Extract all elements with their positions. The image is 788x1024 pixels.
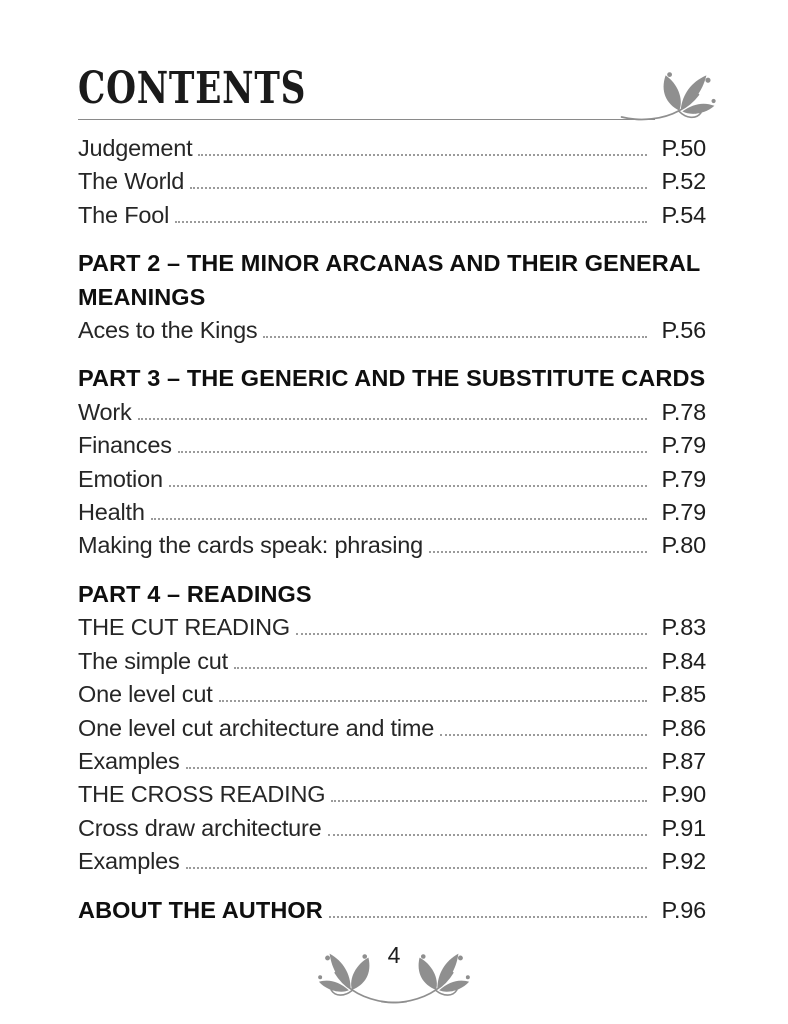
toc-entry-page: P.50 — [661, 135, 706, 161]
toc-section-part1-end — [78, 132, 706, 232]
leaf-flourish-icon — [620, 64, 716, 130]
toc-entry-label: Judgement — [78, 135, 193, 161]
section-heading-part4: PART 4 – READINGS — [78, 580, 312, 607]
dot-leader — [138, 415, 647, 420]
toc-entry-page: P.79 — [661, 465, 706, 492]
folio-page-number: 4 — [387, 942, 401, 968]
page-title: CONTENTS — [78, 63, 307, 114]
toc-entry-page: P.87 — [661, 747, 706, 774]
dot-leader — [198, 151, 647, 156]
toc-entry-label: Examples — [78, 848, 180, 875]
toc-entry-page: P.91 — [661, 814, 706, 841]
dot-leader — [440, 731, 647, 736]
toc-entry-label: Cross draw architecture — [78, 814, 322, 841]
table-of-contents — [78, 132, 706, 927]
section-heading-part2: PART 2 – THE MINOR ARCANAS AND THEIR GENERAL MEANINGS — [78, 250, 700, 310]
toc-entry — [78, 314, 706, 347]
toc-entry-label: THE CROSS READING — [78, 781, 326, 808]
toc-entry — [78, 845, 706, 878]
toc-entry-page: P.54 — [661, 201, 706, 228]
toc-entry — [78, 199, 706, 232]
dot-leader — [151, 515, 647, 520]
toc-entry-page: P.79 — [661, 432, 706, 459]
toc-entry-page: P.85 — [661, 681, 706, 708]
toc-entry — [78, 812, 706, 845]
toc-entry-page: P.96 — [661, 896, 706, 923]
toc-entry-label: Emotion — [78, 465, 163, 492]
toc-entry-label: One level cut — [78, 681, 213, 708]
toc-entry-label: The World — [78, 168, 185, 195]
toc-entry-label: The simple cut — [78, 647, 229, 674]
toc-entry — [78, 165, 706, 198]
dot-leader — [331, 797, 647, 802]
toc-entry-page: P.56 — [661, 317, 706, 344]
toc-entry-page: P.78 — [661, 398, 706, 425]
toc-entry-label: Work — [78, 398, 132, 425]
toc-entry-label: Finances — [78, 432, 172, 459]
toc-entry-page: P.92 — [661, 848, 706, 875]
toc-entry-page: P.52 — [661, 168, 706, 195]
toc-entry-label: Making the cards speak: phrasing — [78, 532, 423, 559]
toc-section-part3 — [78, 362, 706, 562]
toc-entry — [78, 712, 706, 745]
toc-entry-page: P.80 — [661, 532, 706, 559]
page-footer — [0, 940, 788, 1012]
toc-entry — [78, 678, 706, 711]
toc-entry — [78, 132, 706, 165]
dot-leader — [178, 448, 647, 453]
toc-entry — [78, 496, 706, 529]
toc-entry — [78, 778, 706, 811]
dot-leader — [169, 482, 647, 487]
header-rule — [78, 119, 655, 120]
toc-entry-page: P.79 — [661, 499, 706, 526]
dot-leader — [186, 764, 647, 769]
dot-leader — [234, 664, 647, 669]
toc-entry-page: P.84 — [661, 647, 706, 674]
toc-entry-label: ABOUT THE AUTHOR — [78, 896, 323, 923]
toc-section-part4 — [78, 578, 706, 879]
toc-entry — [78, 429, 706, 462]
toc-entry-label: Aces to the Kings — [78, 317, 258, 344]
section-heading-part3: PART 3 – THE GENERIC AND THE SUBSTITUTE CARDS — [78, 365, 706, 392]
page-header — [78, 63, 706, 120]
toc-entry-label: Health — [78, 499, 145, 526]
dot-leader — [263, 333, 647, 338]
toc-entry-label: THE CUT READING — [78, 614, 290, 641]
dot-leader — [219, 697, 647, 702]
toc-entry — [78, 396, 706, 429]
toc-entry — [78, 463, 706, 496]
toc-entry-page: P.83 — [661, 614, 706, 641]
dot-leader — [429, 548, 647, 553]
dot-leader — [186, 864, 647, 869]
toc-entry — [78, 745, 706, 778]
dot-leader — [190, 184, 647, 189]
toc-section-about — [78, 894, 706, 927]
dot-leader — [296, 630, 647, 635]
leaf-flourish-right-icon — [375, 945, 472, 1010]
dot-leader — [175, 218, 647, 223]
toc-entry-label: Examples — [78, 747, 180, 774]
dot-leader — [328, 831, 647, 836]
toc-entry — [78, 529, 706, 562]
dot-leader — [329, 913, 647, 918]
toc-section-part2 — [78, 247, 706, 347]
toc-entry-about-the-author — [78, 894, 706, 927]
toc-entry-label: The Fool — [78, 201, 170, 228]
toc-entry-page: P.90 — [661, 781, 706, 808]
toc-entry-label: One level cut architecture and time — [78, 714, 435, 741]
toc-entry — [78, 645, 706, 678]
toc-entry — [78, 611, 706, 644]
toc-entry-page: P.86 — [661, 714, 706, 741]
